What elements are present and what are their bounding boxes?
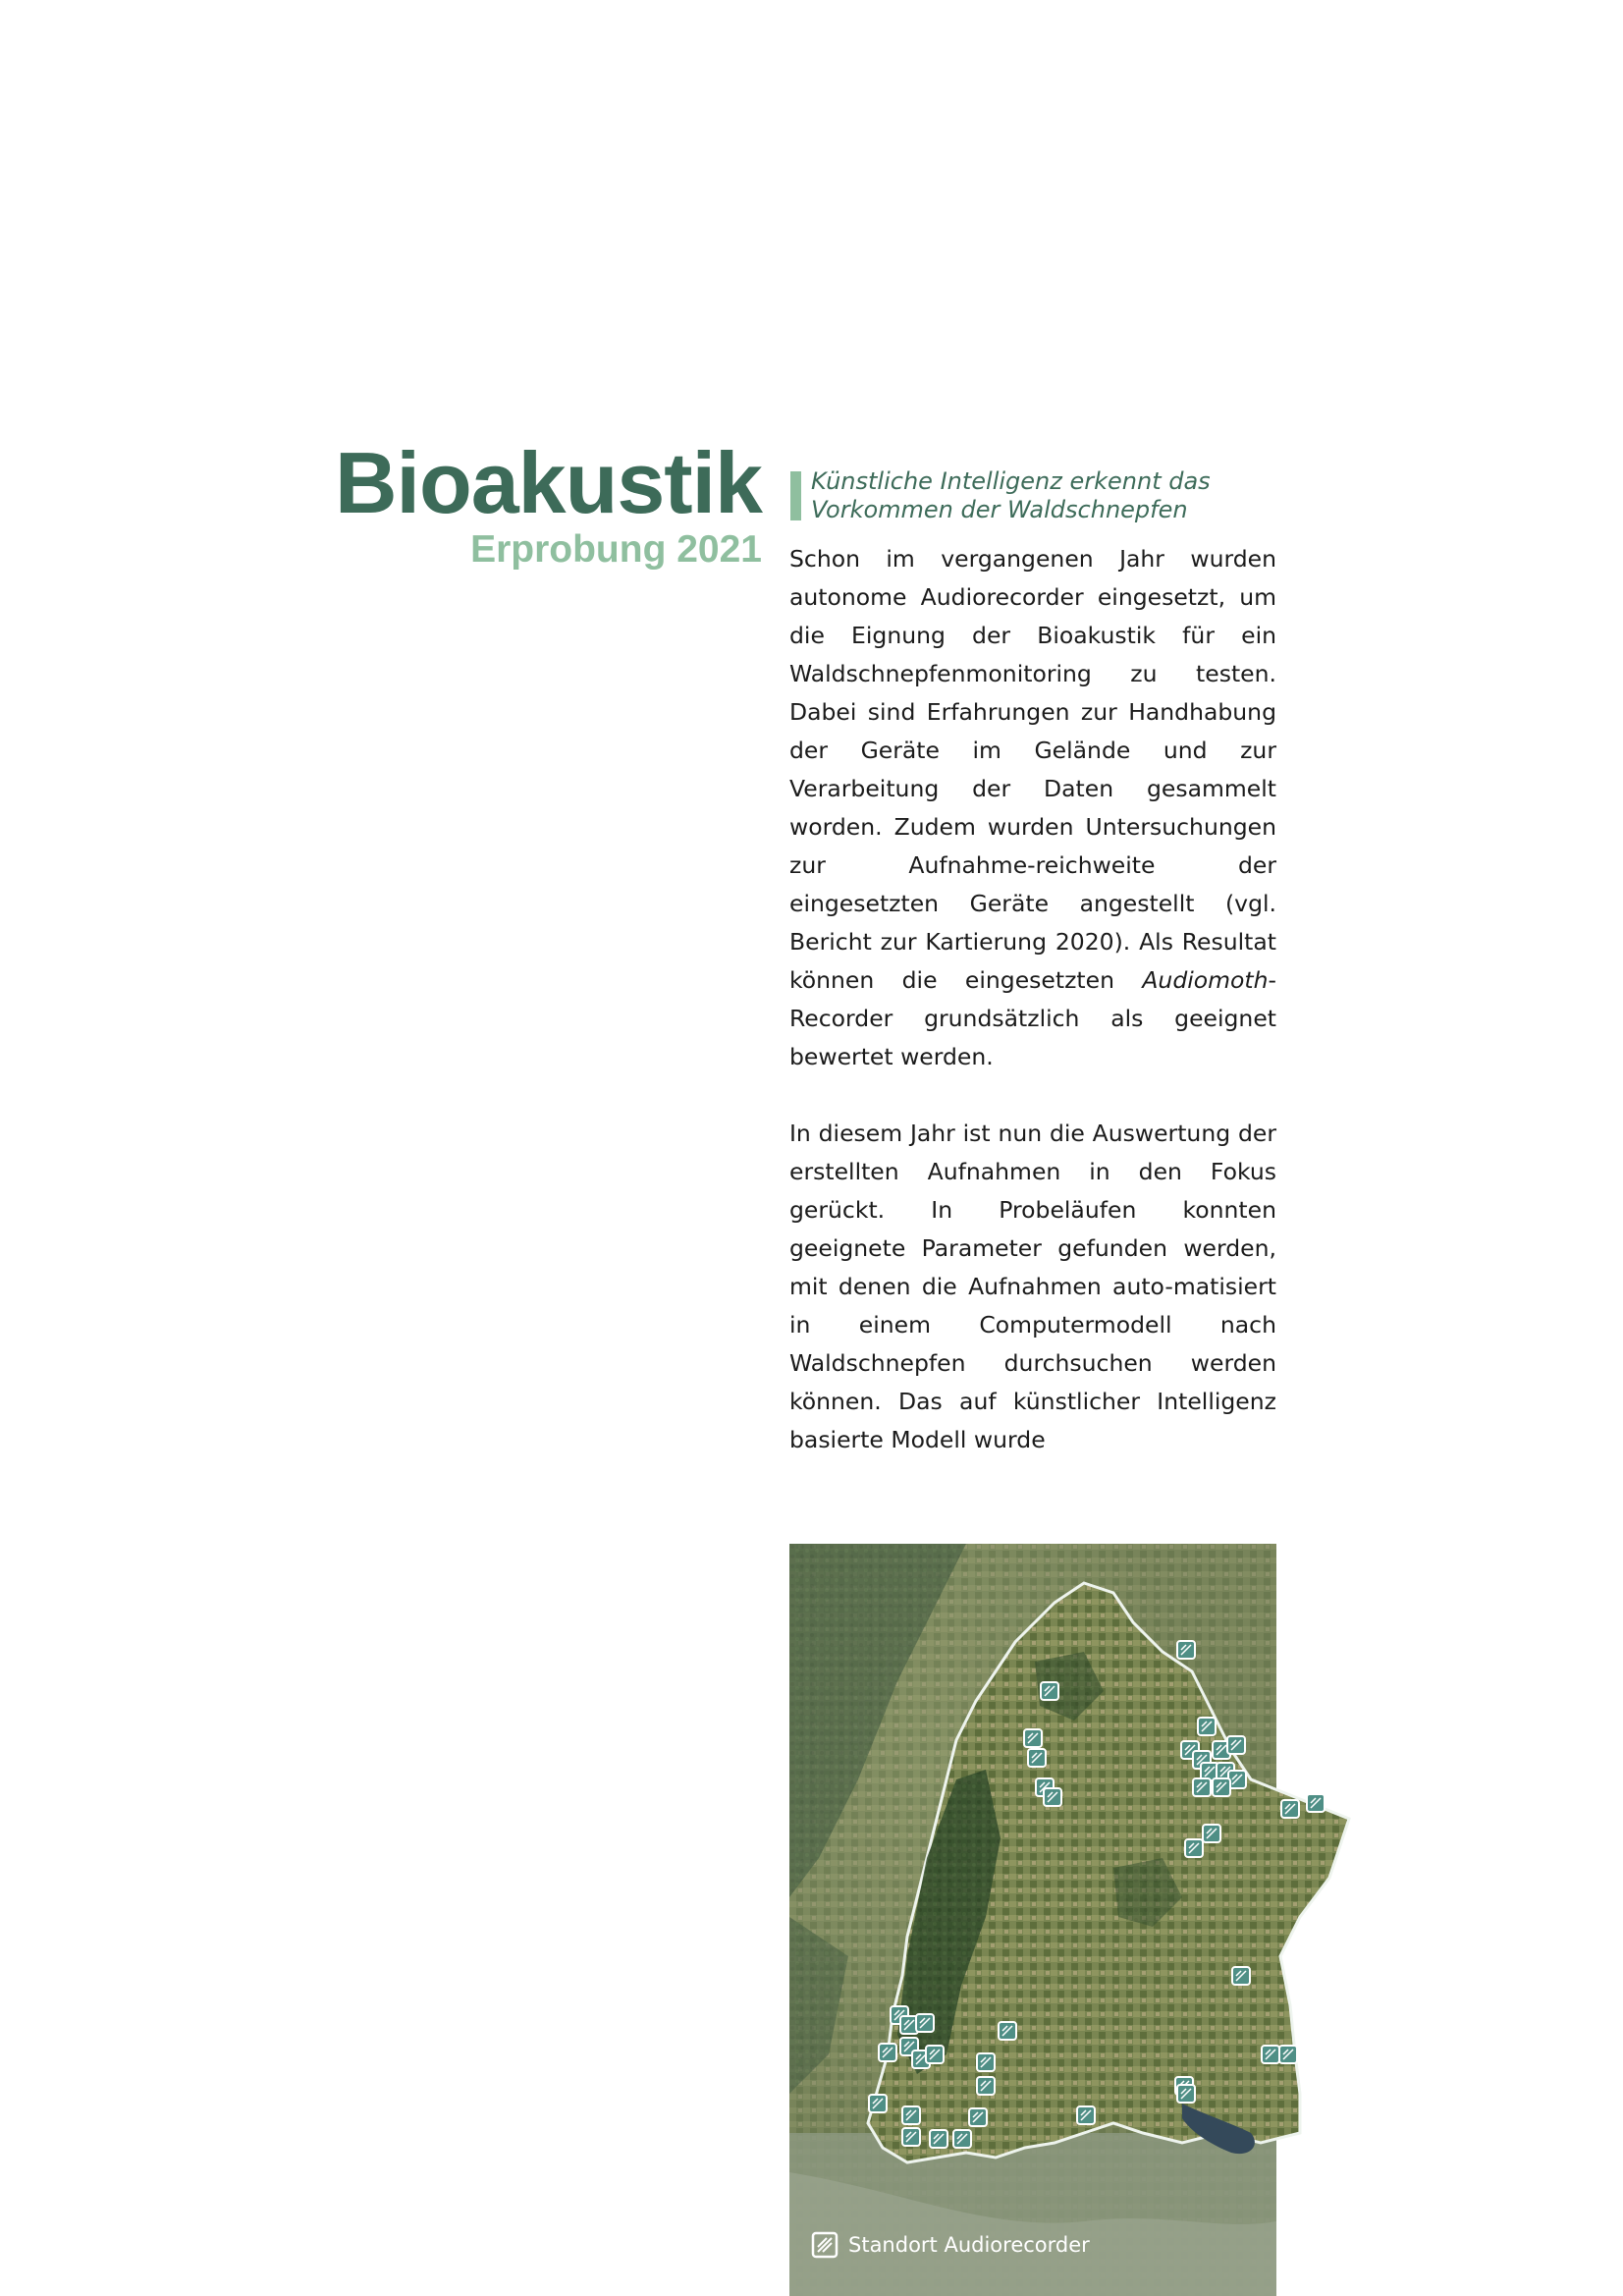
recorder-marker <box>1203 1825 1220 1842</box>
audiorecorder-icon <box>811 2231 839 2259</box>
recorder-marker <box>1232 1967 1250 1985</box>
legend-label: Standort Audiorecorder <box>848 2233 1090 2257</box>
satellite-map <box>789 1544 1276 2296</box>
paragraph-1-italic: Audiomoth <box>1142 966 1269 994</box>
recorder-marker <box>1028 1749 1046 1767</box>
recorder-marker <box>879 2044 896 2061</box>
map-legend <box>811 2231 1090 2259</box>
recorder-marker <box>1193 1778 1211 1796</box>
recorder-marker <box>1279 2046 1297 2063</box>
tagline <box>811 467 1211 524</box>
recorder-marker <box>1213 1778 1230 1796</box>
recorder-marker <box>1177 2085 1195 2103</box>
recorder-marker <box>969 2108 987 2126</box>
recorder-marker <box>1177 1641 1195 1659</box>
recorder-marker <box>869 2095 887 2112</box>
recorder-marker <box>926 2046 944 2063</box>
paragraph-2: In diesem Jahr ist nun die Auswertung der erstellten Aufnahmen in den Fokus gerückt. In Probeläufen konnten geeignete Parameter gefunden werden, mit denen die Aufnahmen auto-matisiert in einem Computermodell nach Waldschnepfen durchsuchen werden können. Das auf künstlicher Intelligenz basierte Modell wurde <box>789 1120 1276 1453</box>
recorder-marker <box>902 2128 920 2146</box>
tagline-line-2: Vorkommen der Waldschnepfen <box>811 496 1188 523</box>
paragraph-1-text-b: -Recorder grundsätzlich als geeignet bewertet werden. <box>789 966 1276 1070</box>
recorder-marker <box>1041 1682 1058 1700</box>
page-subtitle: Erprobung 2021 <box>470 528 762 571</box>
tagline-accent-bar <box>790 471 801 520</box>
recorder-marker <box>1044 1788 1061 1806</box>
recorder-marker <box>902 2106 920 2124</box>
recorder-marker <box>953 2130 971 2148</box>
body-text <box>789 540 1276 1459</box>
recorder-marker <box>1077 2106 1095 2124</box>
recorder-marker <box>1198 1718 1216 1735</box>
recorder-marker <box>1227 1736 1245 1754</box>
recorder-marker <box>977 2077 995 2095</box>
recorder-marker <box>1307 1794 1325 1812</box>
recorder-marker <box>999 2022 1016 2040</box>
recorder-marker <box>1185 1839 1203 1857</box>
paragraph-1-text-a: Schon im vergangenen Jahr wurden autonome Audiorecorder eingesetzt, um die Eignung der Bioakustik für ein Waldschnepfenmonitoring zu testen. Dabei sind Erfahrungen zur Handhabung der Geräte im Gelände und zur Verarbeitung der Daten gesammelt worden. Zudem wurden Untersuchungen zur Aufnahme-reichweite der eingesetzten Geräte angestellt (vgl. Bericht zur Kartierung 2020). Als Resultat können die eingesetzten <box>789 545 1276 994</box>
satellite-map-svg <box>789 1544 1276 2296</box>
paragraph-1 <box>789 540 1276 1076</box>
recorder-marker <box>916 2014 934 2032</box>
recorder-marker <box>930 2130 947 2148</box>
tagline-line-1: Künstliche Intelligenz erkennt das <box>811 467 1211 495</box>
page-title: Bioakustik <box>334 434 762 531</box>
recorder-marker <box>977 2053 995 2071</box>
recorder-marker <box>1262 2046 1279 2063</box>
recorder-marker <box>1024 1729 1042 1747</box>
recorder-marker <box>1281 1800 1299 1818</box>
